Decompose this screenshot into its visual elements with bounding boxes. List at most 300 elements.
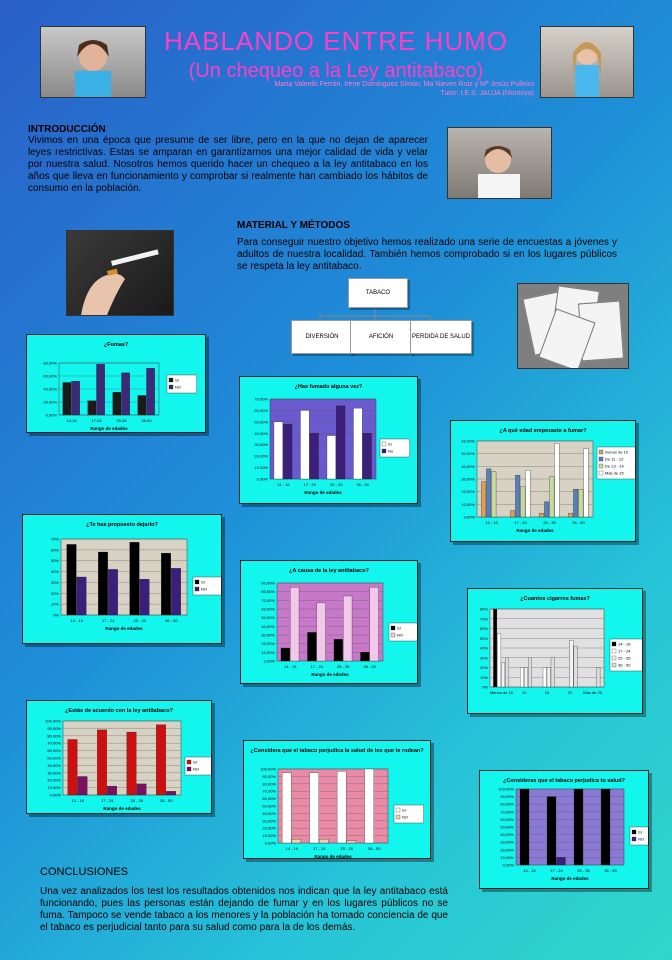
y-tick-label: 50% — [50, 558, 59, 564]
legend-swatch — [599, 464, 603, 468]
y-tick-label: 40% — [50, 569, 59, 575]
bar-no — [97, 364, 105, 415]
bar-17---24 — [520, 668, 523, 688]
x-tick-label: 36 - 50 — [368, 846, 381, 851]
diagram-root: TABACO — [348, 278, 408, 308]
bar-si — [161, 553, 171, 615]
y-tick-label: 40,00% — [262, 810, 276, 816]
bar-de-11---12 — [573, 489, 578, 517]
y-tick-label: 70% — [479, 616, 488, 622]
x-tick-label: 25 - 35 — [337, 664, 350, 669]
rodean-svg — [244, 741, 430, 858]
x-tick-label: 36 - 50 — [572, 520, 585, 525]
bar-si — [98, 552, 108, 615]
bar-si — [138, 396, 146, 416]
y-tick-label: 10,00% — [461, 501, 475, 507]
y-tick-label: 30% — [479, 655, 488, 661]
diagram-child-2: AFICIÓN — [350, 320, 412, 354]
chart-title: ¿Has fumado alguna vez? — [294, 384, 363, 390]
x-tick-label: 17-24 — [91, 418, 102, 423]
chart-title: ¿Consideras que el tabaco perjudica tu salud? — [503, 778, 625, 784]
x-axis-label: Rango de edades — [516, 528, 554, 533]
bar-de-13---14 — [521, 487, 526, 517]
x-tick-label: 14 - 16 — [285, 846, 298, 851]
legend-label: De 13 - 14 — [605, 463, 624, 469]
bar-si — [574, 789, 583, 865]
poster-title: HABLANDO ENTRE HUMO — [163, 26, 509, 56]
y-tick-label: 20,00% — [500, 847, 514, 853]
bar-no — [171, 568, 181, 615]
bar-36---50 — [597, 668, 600, 688]
legend-swatch — [632, 837, 636, 841]
y-tick-label: 30% — [50, 579, 59, 585]
y-tick-label: 50,00% — [47, 755, 61, 761]
legend-swatch — [396, 808, 400, 812]
y-tick-label: 40,00% — [500, 832, 514, 838]
bar-no — [347, 841, 356, 843]
y-tick-label: 90,00% — [500, 794, 514, 800]
fumas-svg — [27, 335, 205, 432]
bar-36---50 — [551, 658, 554, 687]
y-tick-label: 20% — [479, 665, 488, 670]
x-tick-label: 17 - 24 — [514, 520, 527, 525]
bar-de-11---12 — [486, 469, 491, 517]
y-tick-label: 80,00% — [47, 733, 61, 739]
x-tick-label: 14 - 16 — [284, 664, 297, 669]
y-tick-label: 20% — [50, 590, 59, 596]
legend-swatch — [382, 449, 386, 453]
bar-no — [317, 603, 326, 661]
x-tick-label: 14-16 — [66, 418, 77, 423]
legend-swatch — [599, 457, 603, 461]
y-tick-label: 40,00% — [461, 463, 475, 469]
y-tick-label: 60,00% — [47, 748, 61, 754]
intro-section — [28, 124, 428, 195]
legend-label: 25 - 35 — [618, 655, 631, 661]
y-tick-label: 0,00% — [256, 476, 268, 482]
bar-no — [343, 596, 352, 661]
bar-sí — [300, 410, 309, 479]
cigarros-svg — [468, 589, 642, 713]
y-tick-label: 0,00% — [463, 514, 475, 520]
legend-label: SI — [193, 759, 197, 765]
authors — [274, 80, 534, 98]
bar-sí — [353, 408, 362, 479]
bar-si — [127, 732, 137, 795]
bar-sí — [327, 436, 336, 479]
y-tick-label: 100,00% — [498, 786, 514, 792]
bar-si — [520, 789, 529, 865]
legend-swatch — [599, 450, 603, 454]
bar-25---35 — [501, 663, 504, 687]
legend-swatch — [612, 656, 616, 660]
x-tick-label: 17 - 24 — [102, 618, 115, 623]
bar-no — [137, 784, 147, 795]
y-tick-label: 30,00% — [461, 476, 475, 482]
x-tick-label: 36 - 50 — [160, 798, 173, 803]
legend-label: Más de 15 — [605, 470, 624, 476]
bar-14---16 — [493, 609, 496, 687]
legend-label: NO — [638, 836, 644, 842]
bar-si — [68, 740, 78, 796]
y-tick-label: 20,00% — [461, 489, 475, 495]
x-tick-label: 36 - 50 — [604, 868, 617, 873]
acuerdo-svg — [27, 701, 211, 813]
x-axis-label: Rango de edades — [551, 876, 589, 881]
diagram-child-1: DIVERSIÓN — [291, 320, 353, 354]
edad-svg — [451, 421, 635, 541]
bar-si — [365, 769, 374, 843]
y-tick-label: 50,00% — [262, 803, 276, 809]
x-axis-label: Rango de edades — [90, 426, 128, 431]
y-tick-label: 70,00% — [261, 597, 275, 603]
y-tick-label: 90,00% — [262, 773, 276, 779]
y-tick-label: 60,00% — [461, 438, 475, 444]
photo-cigarette-hand — [66, 230, 174, 316]
bar-no — [72, 381, 80, 415]
y-tick-label: 60,00% — [254, 407, 268, 413]
bar-no — [292, 839, 301, 843]
bar-más-de-15 — [526, 470, 531, 517]
x-tick-label: Más de 20 — [583, 690, 602, 695]
bar-si — [88, 401, 96, 415]
chart-rodean — [243, 740, 431, 859]
legend-label: SI — [201, 579, 205, 585]
bar-sí — [274, 422, 283, 479]
y-tick-label: 70,00% — [500, 809, 514, 815]
poster-subtitle: (Un chequeo a la Ley antitabaco) — [188, 60, 484, 82]
y-tick-label: 10,00% — [500, 854, 514, 860]
y-tick-label: 50,00% — [461, 451, 475, 457]
x-tick-label: 14 - 16 — [277, 482, 290, 487]
bar-no — [557, 857, 566, 865]
bar-si — [113, 392, 121, 415]
bar-36---50 — [528, 658, 531, 687]
x-tick-label: 17 - 24 — [313, 846, 326, 851]
legend-label: NO — [402, 814, 408, 820]
legend-swatch — [632, 830, 636, 834]
x-tick-label: 17 - 24 — [101, 798, 114, 803]
legend-swatch — [169, 385, 173, 389]
chart-title: ¿Estás de acuerdo con la ley antitabaco? — [65, 708, 173, 714]
y-tick-label: 0,00% — [502, 862, 514, 868]
legend-label: De 11 - 12 — [605, 456, 624, 462]
y-tick-label: 70% — [50, 536, 59, 542]
conclusions-section — [40, 866, 448, 934]
x-axis-label: Rango de edades — [314, 854, 352, 858]
bar-25---35 — [570, 640, 573, 687]
legend-swatch — [612, 642, 616, 646]
y-tick-label: 30,00% — [500, 839, 514, 845]
x-tick-label: 36 - 50 — [165, 618, 178, 623]
bar-no — [283, 424, 292, 479]
chart-salud — [479, 770, 649, 889]
y-tick-label: 20,00% — [43, 399, 57, 405]
diagram-child-3: PERDIDA DE SALUD — [410, 320, 472, 354]
legend-label: 17 - 24 — [618, 648, 631, 654]
bar-no — [363, 433, 372, 479]
legend-box — [389, 623, 417, 641]
y-tick-label: 0% — [53, 612, 59, 618]
legend-label: Sí — [388, 441, 392, 447]
legend-swatch — [391, 626, 395, 630]
legend-box — [394, 805, 424, 823]
chart-causa-ley — [240, 560, 418, 684]
y-tick-label: 40,00% — [47, 762, 61, 768]
chart-title: ¿A causa de la ley antitabaco? — [289, 568, 369, 574]
bar-no — [336, 406, 345, 479]
legend-label: SI — [638, 829, 642, 835]
bar-no — [122, 373, 130, 415]
legend-label: NO — [193, 766, 199, 772]
y-tick-label: 20,00% — [47, 777, 61, 783]
methods-text: Para conseguir nuestro objetivo hemos realizado una serie de encuestas a jóvenes y adultos de nuestra localidad. También hemos comprobado si en los lugares públicos se respeta la ley antitabaco. — [237, 237, 617, 272]
bar-si — [156, 725, 166, 795]
bar-si — [337, 771, 346, 843]
x-tick-label: 14 - 16 — [485, 520, 498, 525]
legend-swatch — [599, 471, 603, 475]
x-tick-label: 14 - 16 — [523, 868, 536, 873]
legend-swatch — [396, 815, 400, 819]
chart-title: ¿A qué edad empezaste a fumar? — [499, 428, 587, 434]
chart-title: ¿Considera que el tabaco perjudica la salud de los que te rodean? — [250, 748, 424, 754]
bar-no — [107, 786, 117, 795]
x-tick-label: 25 - 35 — [340, 846, 353, 851]
bar-si — [130, 542, 140, 615]
bar-25---35 — [524, 668, 527, 688]
chart-dejarlo — [22, 514, 222, 644]
chart-title: ¿Fumas? — [103, 342, 129, 348]
y-tick-label: 60,00% — [262, 796, 276, 802]
x-axis-label: Rango de edades — [103, 806, 141, 811]
y-tick-label: 70,00% — [47, 740, 61, 746]
legend-box — [193, 577, 221, 595]
y-tick-label: 90,00% — [47, 725, 61, 731]
bar-36---50 — [505, 658, 508, 687]
bar-si — [282, 773, 291, 843]
bar-no — [140, 579, 150, 615]
legend-label: SI — [397, 625, 401, 631]
y-tick-label: 60,00% — [500, 816, 514, 822]
y-tick-label: 70,00% — [254, 396, 268, 402]
bar-si — [547, 797, 556, 865]
y-tick-label: 100,00% — [260, 766, 276, 772]
x-tick-label: 36-50 — [141, 418, 152, 423]
y-tick-label: 80% — [479, 606, 488, 612]
chart-acuerdo — [26, 700, 212, 814]
chart-edad-empezaste — [450, 420, 636, 542]
x-tick-label: 25 - 35 — [577, 868, 590, 873]
y-tick-label: 10,00% — [261, 649, 275, 655]
bar-no — [290, 587, 299, 661]
intro-title: INTRODUCCIÓN — [28, 124, 106, 135]
y-tick-label: 60,00% — [43, 373, 57, 379]
y-tick-label: 50,00% — [254, 419, 268, 425]
y-tick-label: 0,00% — [264, 840, 276, 846]
y-tick-label: 50,00% — [500, 824, 514, 830]
y-tick-label: 10,00% — [262, 833, 276, 839]
x-tick-label: 20 — [567, 690, 573, 695]
bar-17---24 — [543, 668, 546, 688]
legend-swatch — [195, 580, 199, 584]
x-tick-label: 36 - 50 — [356, 482, 369, 487]
y-tick-label: 60% — [479, 626, 488, 631]
bar-no — [78, 777, 88, 796]
bar-36---50 — [574, 646, 577, 687]
y-tick-label: 30,00% — [47, 770, 61, 776]
x-axis-label: Rango de edades — [105, 626, 143, 631]
tutor-line: Tutor: I.E.S. JAUJA (Montoya) — [440, 90, 534, 97]
y-tick-label: 80,00% — [261, 589, 275, 595]
fumado-svg — [240, 377, 417, 503]
bar-de-11---12 — [515, 475, 520, 517]
x-tick-label: 14 - 16 — [71, 798, 84, 803]
legend-swatch — [382, 442, 386, 446]
y-tick-label: 80,00% — [500, 801, 514, 807]
bar-no — [370, 587, 379, 661]
legend-label: NO — [201, 586, 207, 592]
bar-menos-de-10 — [510, 511, 515, 517]
conclusions-text: Una vez analizados los test los resultados obtenidos nos indican que la ley antitabaco está funcionando, pues las personas están dejando de fumar y en los lugares públicos no se fuma. Tampoco se vende tabaco a los menores y la población ha tomado conciencia de que el tabaco es perjudicial tanto para su salud como para la de los demás. — [40, 886, 448, 933]
legend-label: SI — [402, 807, 406, 813]
y-tick-label: 10,00% — [47, 785, 61, 791]
legend-label: 14 - 16 — [618, 641, 631, 647]
x-tick-label: 15 — [544, 690, 550, 695]
legend-swatch — [169, 378, 173, 382]
y-tick-label: 70,00% — [262, 788, 276, 794]
conclusions-title: CONCLUSIONES — [40, 866, 129, 878]
bar-si — [334, 639, 343, 661]
y-tick-label: 60% — [50, 547, 59, 553]
y-tick-label: 50% — [479, 635, 488, 641]
bar-si — [310, 773, 319, 843]
legend-swatch — [187, 767, 191, 771]
y-tick-label: 90,00% — [261, 580, 275, 586]
legend-label: 36 - 50 — [618, 662, 631, 668]
y-tick-label: 60,00% — [261, 606, 275, 612]
legend-label: menos de 10 — [605, 449, 629, 455]
x-tick-label: 10 — [521, 690, 527, 695]
legend-label: SI — [175, 377, 179, 383]
x-axis-label: Rango de edades — [304, 490, 342, 495]
y-tick-label: 30,00% — [262, 818, 276, 824]
x-tick-label: 17 - 24 — [303, 482, 316, 487]
y-tick-label: 0% — [482, 684, 488, 690]
y-tick-label: 0,00% — [49, 792, 61, 798]
bar-no — [77, 577, 87, 615]
bar-menos-de-10 — [568, 513, 573, 517]
chart-title: ¿Te has propuesto dejarlo? — [86, 522, 158, 528]
y-tick-label: 80,00% — [43, 360, 57, 366]
bar-no — [108, 569, 118, 615]
legend-box — [167, 375, 197, 393]
y-tick-label: 20,00% — [262, 825, 276, 831]
bar-de-11---12 — [544, 502, 549, 517]
dejarlo-svg — [23, 515, 221, 643]
bar-más-de-15 — [555, 444, 560, 517]
bar-de-13---14 — [492, 471, 497, 517]
bar-no — [166, 791, 176, 795]
chart-title: ¿Cuantos cigarros fumas? — [520, 596, 590, 602]
legend-swatch — [195, 587, 199, 591]
bar-no — [147, 368, 155, 415]
x-tick-label: 17 - 24 — [310, 664, 323, 669]
y-tick-label: 20,00% — [254, 453, 268, 459]
legend-swatch — [612, 663, 616, 667]
legend-swatch — [187, 760, 191, 764]
chart-fumas — [26, 334, 206, 433]
y-tick-label: 20,00% — [261, 641, 275, 647]
y-tick-label: 100,00% — [45, 718, 61, 724]
x-tick-label: Menos de 10 — [489, 690, 513, 695]
legend-swatch — [612, 649, 616, 653]
bar-de-13---14 — [579, 489, 584, 517]
methods-section — [237, 220, 617, 273]
bar-no — [310, 433, 319, 479]
y-tick-label: 50,00% — [261, 615, 275, 621]
x-tick-label: 17 - 24 — [550, 868, 563, 873]
bar-menos-de-10 — [481, 482, 486, 517]
methods-title: MATERIAL Y MÉTODOS — [237, 220, 350, 231]
y-tick-label: 40% — [479, 645, 488, 651]
y-tick-label: 80,00% — [262, 781, 276, 787]
y-tick-label: 10,00% — [254, 465, 268, 471]
photo-girl-intro — [447, 127, 552, 199]
legend-label: NO — [397, 632, 403, 638]
causa-svg — [241, 561, 417, 683]
bar-menos-de-10 — [539, 513, 544, 517]
chart-cigarros — [467, 588, 643, 714]
legend-box — [380, 439, 410, 457]
intro-text: Vivimos en una época que presume de ser libre, pero en la que no dejan de aparecer leyes restrictivas. Estas se amparan en garantizarnos una mejor calidad de vida y velar por nuestra salud. Nosotros hemos querido hacer un chequeo a la ley antitabaco en los años que lleva en funcionamiento y comprobar si realmente han cambiado los hábitos de consumo en la población. — [28, 135, 428, 194]
y-tick-label: 30,00% — [261, 632, 275, 638]
y-tick-label: 40,00% — [254, 430, 268, 436]
x-tick-label: 25 - 35 — [543, 520, 556, 525]
legend-label: NO — [175, 384, 181, 390]
x-tick-label: 25 - 35 — [133, 618, 146, 623]
bar-si — [601, 789, 610, 865]
x-tick-label: 36 - 50 — [363, 664, 376, 669]
y-tick-label: 10% — [479, 674, 488, 680]
chart-has-fumado — [239, 376, 418, 504]
bar-25---35 — [547, 668, 550, 688]
x-axis-label: Rango de edades — [311, 672, 349, 677]
y-tick-label: 0,00% — [45, 412, 57, 418]
photo-survey-papers — [517, 283, 629, 369]
y-tick-label: 30,00% — [254, 442, 268, 448]
bar-17---24 — [497, 633, 500, 687]
salud-svg — [480, 771, 648, 888]
bar-no — [319, 839, 328, 843]
bar-más-de-15 — [584, 449, 589, 517]
bar-de-13---14 — [550, 476, 555, 517]
bar-si — [281, 648, 290, 661]
legend-swatch — [391, 633, 395, 637]
y-tick-label: 0,00% — [263, 658, 275, 664]
x-tick-label: 25-35 — [116, 418, 127, 423]
y-tick-label: 40,00% — [43, 386, 57, 392]
y-tick-label: 40,00% — [261, 623, 275, 629]
legend-label: No — [388, 448, 394, 454]
bar-si — [307, 632, 316, 661]
x-tick-label: 25 - 35 — [330, 482, 343, 487]
x-tick-label: 14 - 16 — [70, 618, 83, 623]
x-tick-label: 25 - 35 — [130, 798, 143, 803]
bar-si — [97, 730, 107, 795]
bar-si — [67, 544, 77, 615]
y-tick-label: 10% — [50, 601, 59, 607]
authors-line: Marta Valerdú Ferrón, Irene Domínguez Simón, Ma Nieves Ruiz y Mª Jesús Pulleiro — [274, 81, 534, 88]
